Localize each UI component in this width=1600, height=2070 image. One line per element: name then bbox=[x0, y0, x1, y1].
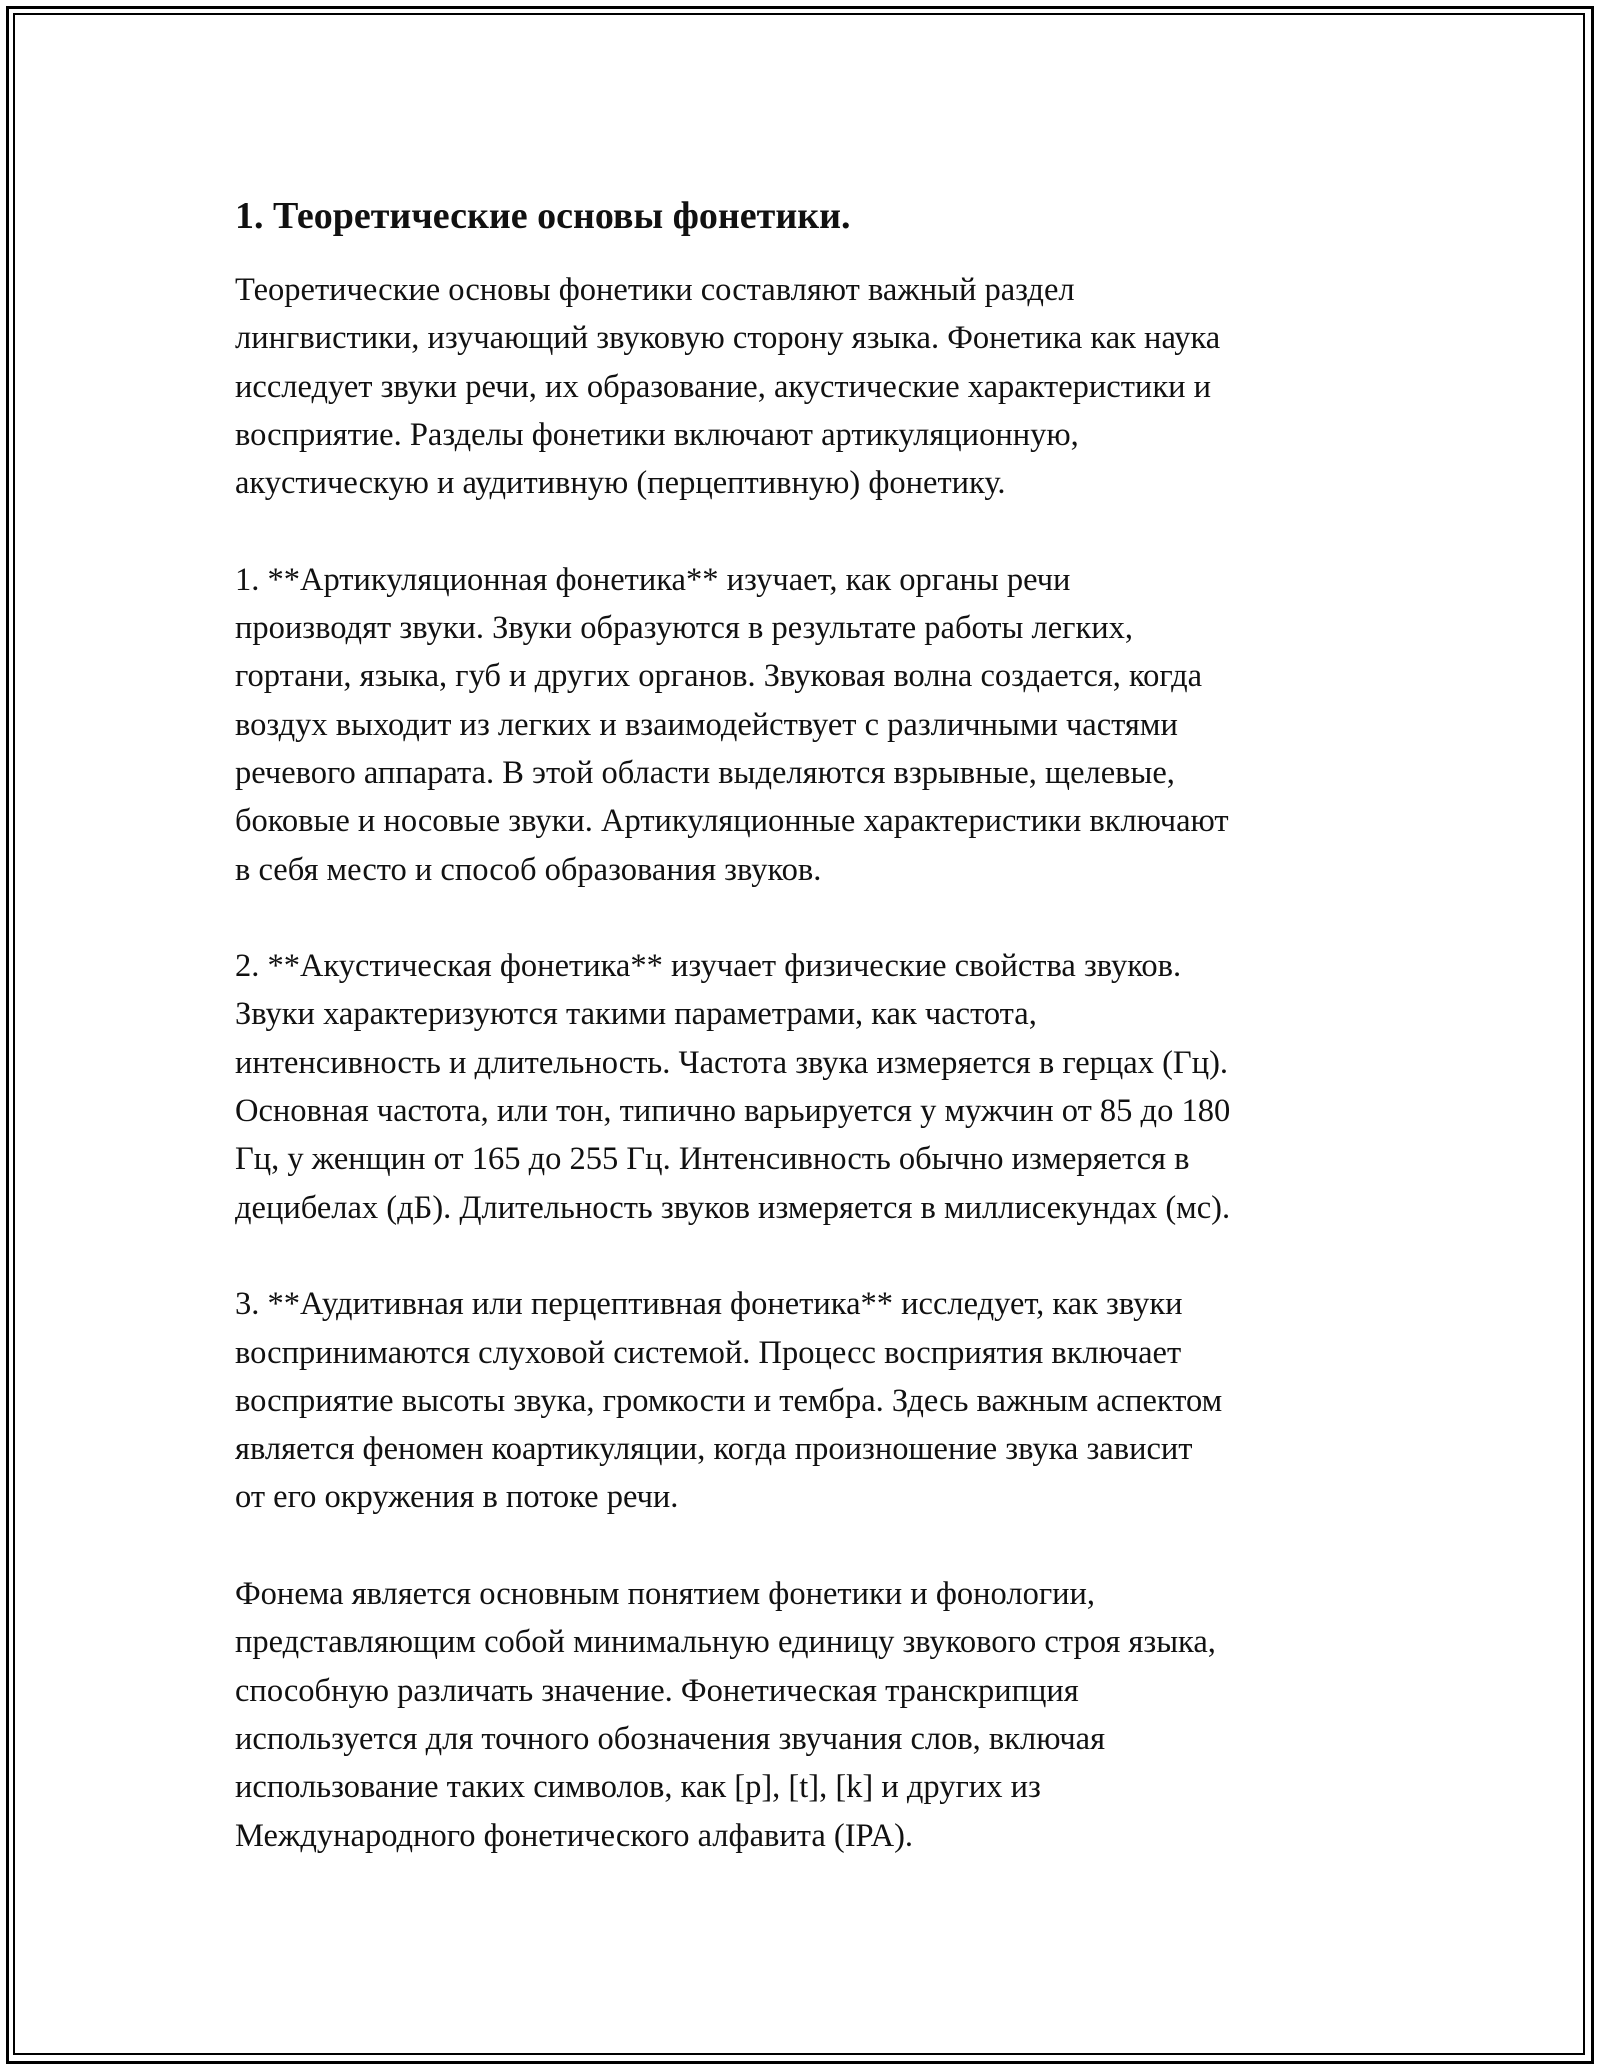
articulatory-phonetics-paragraph: 1. **Артикуляционная фонетика** изучает, как органы речи производят звуки. Звуки образуются в результате работы легких, гортани, языка, губ и других органов. Звуковая волна создается, когда воздух выходит из легких и взаимодействует с различными частями речевого аппарата. В этой области выделяются взрывные, щелевые, боковые и носовые звуки. Артикуляционные характеристики включают в себя место и способ образования звуков. bbox=[235, 561, 1229, 888]
auditory-phonetics-paragraph: 3. **Аудитивная или перцептивная фонетика** исследует, как звуки воспринимаются слуховой системой. Процесс восприятия включает восприятие высоты звука, громкости и тембра. Здесь важным аспектом является феномен коартикуляции, когда произношение звука зависит от его окружения в потоке речи. bbox=[235, 1286, 1223, 1516]
intro-paragraph: Теоретические основы фонетики составляют важный раздел лингвистики, изучающий звуковую сторону языка. Фонетика как наука исследует звуки речи, их образование, акустические характеристики и восприятие. Разделы фонетики включают артикуляционную, акустическую и аудитивную (перцептивную) фонетику. bbox=[235, 272, 1221, 502]
phoneme-paragraph: Фонема является основным понятием фонетики и фонологии, представляющим собой минимальную единицу звукового строя языка, способную различать значение. Фонетическая транскрипция используется для точного обозначения звучания слов, включая использование таких символов, как [p], [t], [k] и других из Международного фонетического алфавита (IPA). bbox=[235, 1576, 1216, 1854]
document-page bbox=[235, 188, 1375, 1908]
section-title: 1. Теоретические основы фонетики. bbox=[235, 195, 851, 237]
acoustic-phonetics-paragraph: 2. **Акустическая фонетика** изучает физические свойства звуков. Звуки характеризуются такими параметрами, как частота, интенсивность и длительность. Частота звука измеряется в герцах (Гц). Основная частота, или тон, типично варьируется у мужчин от 85 до 180 Гц, у женщин от 165 до 255 Гц. Интенсивность обычно измеряется в децибелах (дБ). Длительность звуков измеряется в миллисекундах (мс). bbox=[235, 948, 1231, 1226]
